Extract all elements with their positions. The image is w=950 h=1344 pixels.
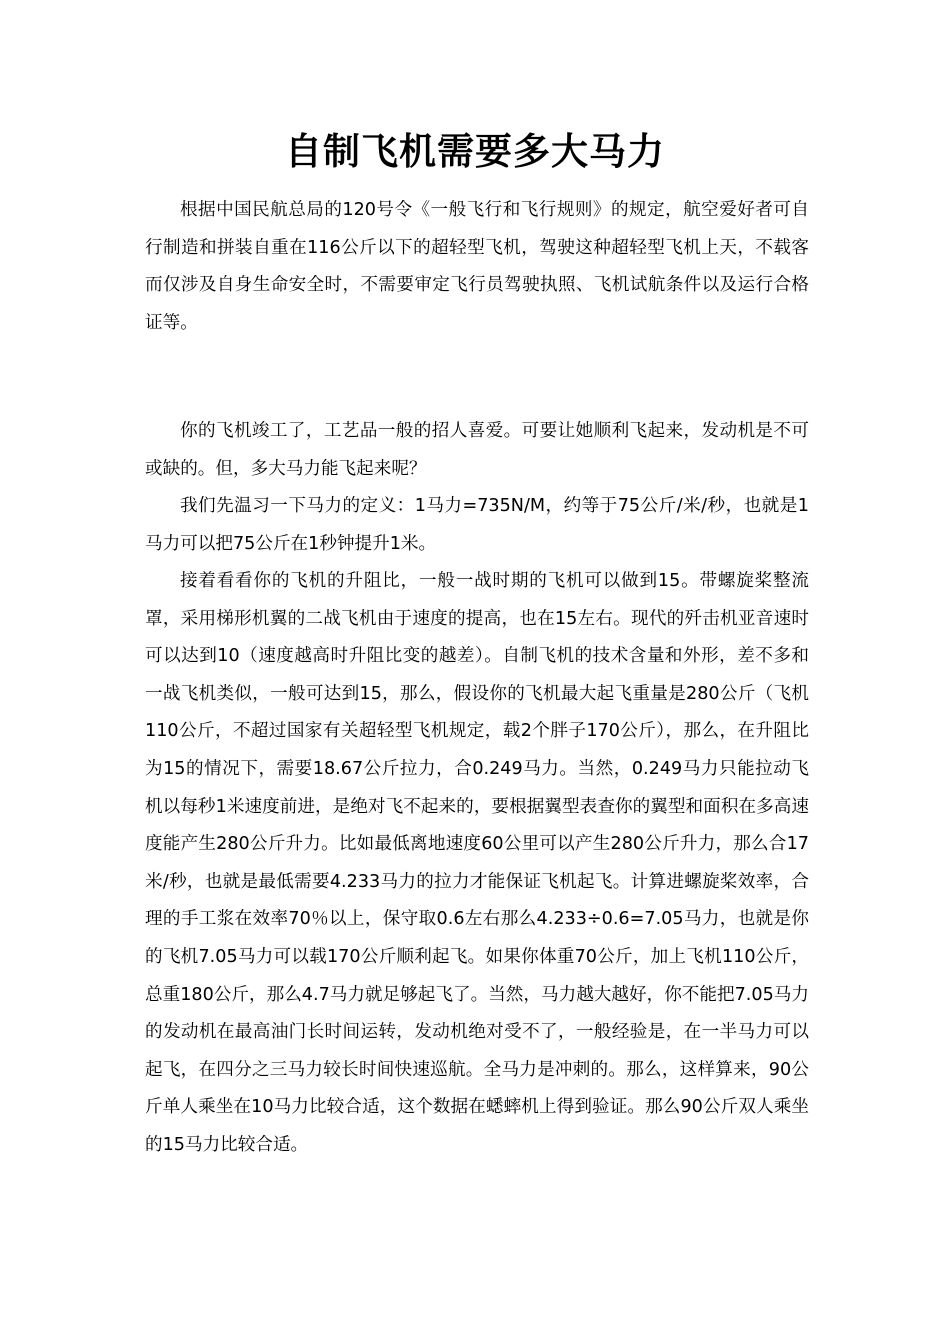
- paragraph-intro-question: 你的飞机竣工了，工艺品一般的招人喜爱。可要让她顺利飞起来，发动机是不可或缺的。但，多大马力能飞起来呢？: [145, 421, 809, 479]
- paragraph-regulation: 根据中国民航总局的120号令《一般飞行和飞行规则》的规定，航空爱好者可自行制造和拼装自重在116公斤以下的超轻型飞机，驾驶这种超轻型飞机上天，不载客而仅涉及自身生命安全时，不需要审定飞行员驾驶执照、飞机试航条件以及运行合格证等。: [145, 200, 809, 333]
- paragraph-calculation: 接着看看你的飞机的升阻比，一般一战时期的飞机可以做到15。带螺旋桨整流罩，采用梯形机翼的二战飞机由于速度的提高，也在15左右。现代的歼击机亚音速时可以达到10（速度越高时升阻比变的越差）。自制飞机的技术含量和外形，差不多和一战飞机类似，一般可达到15，那么，假设你的飞机最大起飞重量是280公斤（飞机110公斤，不超过国家有关超轻型飞机规定，载2个胖子170公斤），那么，在升阻比为15的情况下，需要18.67公斤拉力，合0.249马力。当然，0.249马力只能拉动飞机以每秒1米速度前进，是绝对飞不起来的，要根据翼型表查你的翼型和面积在多高速度能产生280公斤升力。比如最低离地速度60公里可以产生280公斤升力，那么合17米/秒，也就是最低需要4.233马力的拉力才能保证飞机起飞。计算进螺旋桨效率，合理的手工浆在效率70％以上，保守取0.6左右那么4.233÷0.6=7.05马力，也就是你的飞机7.05马力可以载170公斤顺利起飞。如果你体重70公斤，加上飞机110公斤，总重180公斤，那么4.7马力就足够起飞了。当然，马力越大越好，你不能把7.05马力的发动机在最高油门长时间运转，发动机绝对受不了，一般经验是，在一半马力可以起飞，在四分之三马力较长时间快速巡航。全马力是冲刺的。那么，这样算来，90公斤单人乘坐在10马力比较合适，这个数据在蟋蟀机上得到验证。那么90公斤双人乘坐的15马力比较合适。: [145, 571, 809, 1155]
- paragraph-horsepower-definition: 我们先温习一下马力的定义：1马力=735N/M，约等于75公斤/米/秒，也就是1马力可以把75公斤在1秒钟提升1米。: [145, 496, 809, 554]
- document-title: 自制飞机需要多大马力: [285, 130, 665, 173]
